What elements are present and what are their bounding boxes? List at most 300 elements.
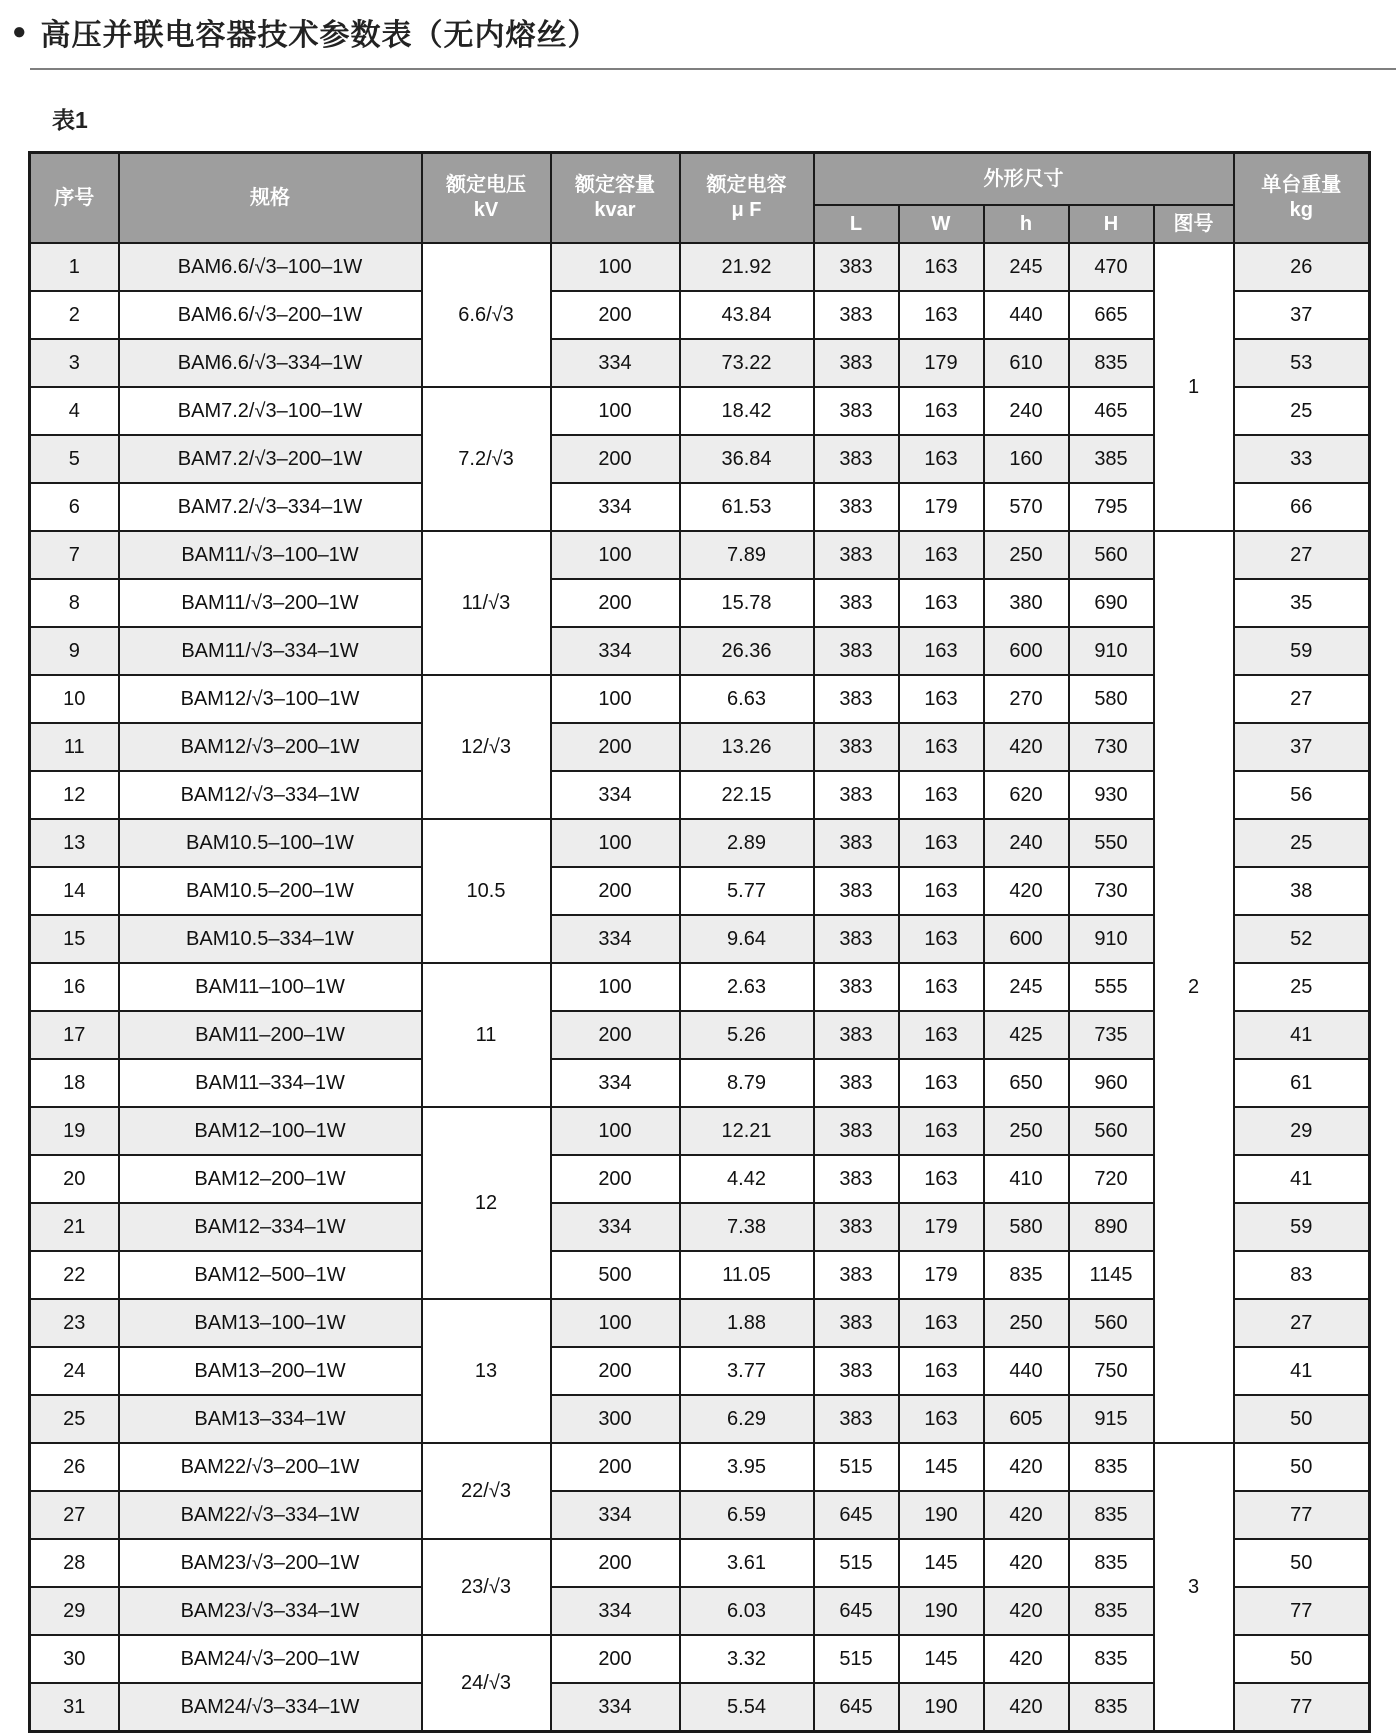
dim-w-cell: 145 xyxy=(899,1635,984,1683)
dim-w-cell: 163 xyxy=(899,963,984,1011)
capacitance-cell: 5.54 xyxy=(680,1683,814,1732)
weight-cell: 59 xyxy=(1234,1203,1370,1251)
col-header-dim-w: W xyxy=(899,205,984,243)
spec-cell: BAM7.2/√3–334–1W xyxy=(119,483,422,531)
capacitance-cell: 6.63 xyxy=(680,675,814,723)
dim-l-cell: 383 xyxy=(814,483,899,531)
capacitance-cell: 6.03 xyxy=(680,1587,814,1635)
serial-cell: 27 xyxy=(30,1491,119,1539)
dim-l-cell: 515 xyxy=(814,1635,899,1683)
dim-h-cell: 600 xyxy=(984,915,1069,963)
dim-w-cell: 163 xyxy=(899,1059,984,1107)
serial-cell: 28 xyxy=(30,1539,119,1587)
weight-cell: 35 xyxy=(1234,579,1370,627)
dim-h-cell: 250 xyxy=(984,531,1069,579)
voltage-group-cell: 23/√3 xyxy=(422,1539,551,1635)
capacity-cell: 334 xyxy=(551,1683,680,1732)
spec-cell: BAM12–500–1W xyxy=(119,1251,422,1299)
serial-cell: 24 xyxy=(30,1347,119,1395)
dim-h-cell: 420 xyxy=(984,1635,1069,1683)
spec-cell: BAM11/√3–100–1W xyxy=(119,531,422,579)
dim-w-cell: 163 xyxy=(899,531,984,579)
capacity-cell: 334 xyxy=(551,1587,680,1635)
serial-cell: 13 xyxy=(30,819,119,867)
dim-hh-cell: 960 xyxy=(1069,1059,1154,1107)
spec-cell: BAM24/√3–334–1W xyxy=(119,1683,422,1732)
serial-cell: 25 xyxy=(30,1395,119,1443)
capacity-cell: 300 xyxy=(551,1395,680,1443)
dim-hh-cell: 1145 xyxy=(1069,1251,1154,1299)
col-header-capacity-unit: kvar xyxy=(594,199,636,221)
col-header-capacitance-unit: μ F xyxy=(731,199,762,221)
weight-cell: 37 xyxy=(1234,723,1370,771)
capacitance-cell: 5.77 xyxy=(680,867,814,915)
capacitance-cell: 3.95 xyxy=(680,1443,814,1491)
serial-cell: 8 xyxy=(30,579,119,627)
dim-w-cell: 190 xyxy=(899,1587,984,1635)
capacitance-cell: 2.63 xyxy=(680,963,814,1011)
serial-cell: 30 xyxy=(30,1635,119,1683)
capacity-cell: 334 xyxy=(551,1491,680,1539)
dim-h-cell: 245 xyxy=(984,963,1069,1011)
dim-h-cell: 420 xyxy=(984,723,1069,771)
weight-cell: 37 xyxy=(1234,291,1370,339)
weight-cell: 27 xyxy=(1234,531,1370,579)
col-header-dim-l: L xyxy=(814,205,899,243)
dim-h-cell: 380 xyxy=(984,579,1069,627)
capacitor-parameter-table xyxy=(28,151,1371,1733)
dim-w-cell: 163 xyxy=(899,435,984,483)
dim-w-cell: 179 xyxy=(899,483,984,531)
spec-cell: BAM22/√3–334–1W xyxy=(119,1491,422,1539)
weight-cell: 83 xyxy=(1234,1251,1370,1299)
dim-l-cell: 383 xyxy=(814,1203,899,1251)
dim-h-cell: 245 xyxy=(984,243,1069,291)
dim-w-cell: 163 xyxy=(899,387,984,435)
dim-h-cell: 580 xyxy=(984,1203,1069,1251)
dim-w-cell: 179 xyxy=(899,339,984,387)
spec-cell: BAM23/√3–334–1W xyxy=(119,1587,422,1635)
capacity-cell: 100 xyxy=(551,531,680,579)
dim-l-cell: 383 xyxy=(814,243,899,291)
dim-hh-cell: 890 xyxy=(1069,1203,1154,1251)
dim-w-cell: 163 xyxy=(899,291,984,339)
weight-cell: 25 xyxy=(1234,819,1370,867)
capacity-cell: 334 xyxy=(551,627,680,675)
figure-group-cell: 2 xyxy=(1154,531,1234,1443)
dim-w-cell: 179 xyxy=(899,1251,984,1299)
voltage-group-cell: 10.5 xyxy=(422,819,551,963)
page-title: 高压并联电容器技术参数表（无内熔丝） xyxy=(40,19,599,52)
capacitance-cell: 6.29 xyxy=(680,1395,814,1443)
dim-l-cell: 383 xyxy=(814,915,899,963)
voltage-group-cell: 22/√3 xyxy=(422,1443,551,1539)
weight-cell: 25 xyxy=(1234,387,1370,435)
dim-h-cell: 835 xyxy=(984,1251,1069,1299)
table-label: 表1 xyxy=(52,107,88,133)
dim-l-cell: 383 xyxy=(814,531,899,579)
weight-cell: 41 xyxy=(1234,1011,1370,1059)
dim-hh-cell: 580 xyxy=(1069,675,1154,723)
spec-cell: BAM13–100–1W xyxy=(119,1299,422,1347)
dim-l-cell: 645 xyxy=(814,1587,899,1635)
dim-w-cell: 145 xyxy=(899,1443,984,1491)
spec-cell: BAM11–100–1W xyxy=(119,963,422,1011)
dim-h-cell: 620 xyxy=(984,771,1069,819)
dim-hh-cell: 835 xyxy=(1069,339,1154,387)
dim-w-cell: 163 xyxy=(899,915,984,963)
spec-cell: BAM13–334–1W xyxy=(119,1395,422,1443)
dim-w-cell: 163 xyxy=(899,243,984,291)
dim-w-cell: 145 xyxy=(899,1539,984,1587)
spec-cell: BAM22/√3–200–1W xyxy=(119,1443,422,1491)
spec-cell: BAM24/√3–200–1W xyxy=(119,1635,422,1683)
capacitance-cell: 21.92 xyxy=(680,243,814,291)
dim-l-cell: 383 xyxy=(814,1251,899,1299)
dim-hh-cell: 835 xyxy=(1069,1683,1154,1732)
capacity-cell: 200 xyxy=(551,1155,680,1203)
weight-cell: 50 xyxy=(1234,1539,1370,1587)
col-header-capacitance-label: 额定电容 xyxy=(706,174,787,196)
dim-h-cell: 160 xyxy=(984,435,1069,483)
weight-cell: 66 xyxy=(1234,483,1370,531)
voltage-group-cell: 7.2/√3 xyxy=(422,387,551,531)
capacitance-cell: 22.15 xyxy=(680,771,814,819)
dim-hh-cell: 750 xyxy=(1069,1347,1154,1395)
capacity-cell: 200 xyxy=(551,1635,680,1683)
spec-cell: BAM6.6/√3–334–1W xyxy=(119,339,422,387)
weight-cell: 25 xyxy=(1234,963,1370,1011)
dim-w-cell: 163 xyxy=(899,1155,984,1203)
serial-cell: 19 xyxy=(30,1107,119,1155)
weight-cell: 61 xyxy=(1234,1059,1370,1107)
table-row xyxy=(30,243,1370,291)
dim-hh-cell: 930 xyxy=(1069,771,1154,819)
spec-cell: BAM12/√3–200–1W xyxy=(119,723,422,771)
serial-cell: 15 xyxy=(30,915,119,963)
voltage-group-cell: 24/√3 xyxy=(422,1635,551,1732)
dim-h-cell: 440 xyxy=(984,1347,1069,1395)
serial-cell: 9 xyxy=(30,627,119,675)
dim-l-cell: 383 xyxy=(814,339,899,387)
dim-h-cell: 410 xyxy=(984,1155,1069,1203)
capacitance-cell: 73.22 xyxy=(680,339,814,387)
dim-l-cell: 383 xyxy=(814,1395,899,1443)
spec-cell: BAM12–200–1W xyxy=(119,1155,422,1203)
col-header-weight-label: 单台重量 xyxy=(1261,174,1342,196)
col-header-voltage-label: 额定电压 xyxy=(446,174,526,196)
dim-l-cell: 515 xyxy=(814,1539,899,1587)
weight-cell: 27 xyxy=(1234,675,1370,723)
dim-l-cell: 383 xyxy=(814,1155,899,1203)
title-divider xyxy=(30,68,1396,70)
dim-h-cell: 420 xyxy=(984,1683,1069,1732)
dim-hh-cell: 735 xyxy=(1069,1011,1154,1059)
dim-hh-cell: 690 xyxy=(1069,579,1154,627)
dim-w-cell: 163 xyxy=(899,771,984,819)
weight-cell: 50 xyxy=(1234,1395,1370,1443)
serial-cell: 31 xyxy=(30,1683,119,1732)
capacitance-cell: 26.36 xyxy=(680,627,814,675)
serial-cell: 4 xyxy=(30,387,119,435)
capacitance-cell: 3.61 xyxy=(680,1539,814,1587)
dim-hh-cell: 470 xyxy=(1069,243,1154,291)
capacity-cell: 100 xyxy=(551,387,680,435)
dim-hh-cell: 730 xyxy=(1069,723,1154,771)
spec-cell: BAM23/√3–200–1W xyxy=(119,1539,422,1587)
dim-l-cell: 383 xyxy=(814,1299,899,1347)
dim-l-cell: 383 xyxy=(814,771,899,819)
capacitance-cell: 3.32 xyxy=(680,1635,814,1683)
dim-hh-cell: 835 xyxy=(1069,1539,1154,1587)
dim-hh-cell: 550 xyxy=(1069,819,1154,867)
spec-cell: BAM12/√3–100–1W xyxy=(119,675,422,723)
dim-h-cell: 240 xyxy=(984,387,1069,435)
voltage-group-cell: 12/√3 xyxy=(422,675,551,819)
col-header-dim-h-small: h xyxy=(984,205,1069,243)
dim-l-cell: 383 xyxy=(814,1011,899,1059)
dim-h-cell: 440 xyxy=(984,291,1069,339)
spec-cell: BAM13–200–1W xyxy=(119,1347,422,1395)
dim-w-cell: 190 xyxy=(899,1683,984,1732)
serial-cell: 1 xyxy=(30,243,119,291)
capacity-cell: 334 xyxy=(551,1059,680,1107)
serial-cell: 18 xyxy=(30,1059,119,1107)
voltage-group-cell: 6.6/√3 xyxy=(422,243,551,387)
capacitance-cell: 6.59 xyxy=(680,1491,814,1539)
spec-cell: BAM10.5–334–1W xyxy=(119,915,422,963)
capacity-cell: 200 xyxy=(551,291,680,339)
voltage-group-cell: 11/√3 xyxy=(422,531,551,675)
dim-w-cell: 163 xyxy=(899,1011,984,1059)
capacity-cell: 100 xyxy=(551,963,680,1011)
dim-w-cell: 163 xyxy=(899,627,984,675)
serial-cell: 6 xyxy=(30,483,119,531)
capacity-cell: 100 xyxy=(551,243,680,291)
capacity-cell: 334 xyxy=(551,1203,680,1251)
capacitance-cell: 2.89 xyxy=(680,819,814,867)
page-header xyxy=(0,0,1396,54)
serial-cell: 17 xyxy=(30,1011,119,1059)
weight-cell: 56 xyxy=(1234,771,1370,819)
dim-w-cell: 163 xyxy=(899,723,984,771)
dim-h-cell: 650 xyxy=(984,1059,1069,1107)
capacitance-cell: 4.42 xyxy=(680,1155,814,1203)
dim-l-cell: 383 xyxy=(814,963,899,1011)
capacity-cell: 100 xyxy=(551,675,680,723)
col-header-voltage-unit: kV xyxy=(473,199,499,221)
weight-cell: 50 xyxy=(1234,1635,1370,1683)
dim-l-cell: 645 xyxy=(814,1491,899,1539)
spec-cell: BAM6.6/√3–200–1W xyxy=(119,291,422,339)
serial-cell: 12 xyxy=(30,771,119,819)
capacitance-cell: 7.38 xyxy=(680,1203,814,1251)
capacity-cell: 334 xyxy=(551,771,680,819)
dim-w-cell: 190 xyxy=(899,1491,984,1539)
weight-cell: 77 xyxy=(1234,1683,1370,1732)
serial-cell: 2 xyxy=(30,291,119,339)
dim-l-cell: 383 xyxy=(814,579,899,627)
capacitance-cell: 11.05 xyxy=(680,1251,814,1299)
voltage-group-cell: 13 xyxy=(422,1299,551,1443)
capacitance-cell: 5.26 xyxy=(680,1011,814,1059)
dim-w-cell: 163 xyxy=(899,819,984,867)
serial-cell: 11 xyxy=(30,723,119,771)
dim-w-cell: 163 xyxy=(899,579,984,627)
dim-l-cell: 383 xyxy=(814,819,899,867)
dim-w-cell: 163 xyxy=(899,1347,984,1395)
col-header-capacitance xyxy=(680,153,814,244)
dim-l-cell: 383 xyxy=(814,435,899,483)
serial-cell: 21 xyxy=(30,1203,119,1251)
dim-h-cell: 420 xyxy=(984,1491,1069,1539)
capacity-cell: 200 xyxy=(551,867,680,915)
voltage-group-cell: 11 xyxy=(422,963,551,1107)
dim-h-cell: 250 xyxy=(984,1107,1069,1155)
dim-h-cell: 250 xyxy=(984,1299,1069,1347)
table-header xyxy=(30,153,1370,244)
spec-cell: BAM12–100–1W xyxy=(119,1107,422,1155)
capacity-cell: 200 xyxy=(551,579,680,627)
col-header-figure: 图号 xyxy=(1154,205,1234,243)
capacitance-cell: 8.79 xyxy=(680,1059,814,1107)
dim-l-cell: 383 xyxy=(814,627,899,675)
capacitance-cell: 61.53 xyxy=(680,483,814,531)
dim-h-cell: 240 xyxy=(984,819,1069,867)
col-header-voltage xyxy=(422,153,551,244)
dim-hh-cell: 835 xyxy=(1069,1635,1154,1683)
dim-w-cell: 163 xyxy=(899,1107,984,1155)
dim-w-cell: 163 xyxy=(899,1299,984,1347)
dim-w-cell: 163 xyxy=(899,675,984,723)
serial-cell: 26 xyxy=(30,1443,119,1491)
capacity-cell: 100 xyxy=(551,1107,680,1155)
weight-cell: 33 xyxy=(1234,435,1370,483)
col-header-weight xyxy=(1234,153,1370,244)
weight-cell: 26 xyxy=(1234,243,1370,291)
dim-hh-cell: 465 xyxy=(1069,387,1154,435)
dim-hh-cell: 795 xyxy=(1069,483,1154,531)
dim-hh-cell: 835 xyxy=(1069,1587,1154,1635)
header-row-top xyxy=(30,153,1370,206)
figure-group-cell: 3 xyxy=(1154,1443,1234,1732)
dim-w-cell: 163 xyxy=(899,1395,984,1443)
weight-cell: 77 xyxy=(1234,1587,1370,1635)
dim-hh-cell: 560 xyxy=(1069,1299,1154,1347)
capacitance-cell: 1.88 xyxy=(680,1299,814,1347)
dim-hh-cell: 915 xyxy=(1069,1395,1154,1443)
dim-w-cell: 163 xyxy=(899,867,984,915)
weight-cell: 77 xyxy=(1234,1491,1370,1539)
serial-cell: 5 xyxy=(30,435,119,483)
serial-cell: 10 xyxy=(30,675,119,723)
col-header-dim-h-big: H xyxy=(1069,205,1154,243)
col-header-capacity-label: 额定容量 xyxy=(575,174,655,196)
dim-hh-cell: 835 xyxy=(1069,1443,1154,1491)
dim-h-cell: 570 xyxy=(984,483,1069,531)
dim-hh-cell: 720 xyxy=(1069,1155,1154,1203)
weight-cell: 38 xyxy=(1234,867,1370,915)
weight-cell: 27 xyxy=(1234,1299,1370,1347)
serial-cell: 7 xyxy=(30,531,119,579)
serial-cell: 22 xyxy=(30,1251,119,1299)
spec-cell: BAM11–200–1W xyxy=(119,1011,422,1059)
spec-cell: BAM12/√3–334–1W xyxy=(119,771,422,819)
spec-cell: BAM12–334–1W xyxy=(119,1203,422,1251)
capacity-cell: 100 xyxy=(551,1299,680,1347)
dim-h-cell: 270 xyxy=(984,675,1069,723)
dim-hh-cell: 835 xyxy=(1069,1491,1154,1539)
dim-l-cell: 383 xyxy=(814,867,899,915)
serial-cell: 14 xyxy=(30,867,119,915)
dim-l-cell: 383 xyxy=(814,1347,899,1395)
dim-hh-cell: 910 xyxy=(1069,627,1154,675)
weight-cell: 50 xyxy=(1234,1443,1370,1491)
dim-l-cell: 383 xyxy=(814,675,899,723)
spec-cell: BAM11–334–1W xyxy=(119,1059,422,1107)
capacity-cell: 200 xyxy=(551,723,680,771)
capacitance-cell: 3.77 xyxy=(680,1347,814,1395)
dim-h-cell: 420 xyxy=(984,867,1069,915)
weight-cell: 52 xyxy=(1234,915,1370,963)
bullet-icon: ● xyxy=(12,18,27,45)
capacitance-cell: 43.84 xyxy=(680,291,814,339)
dim-l-cell: 645 xyxy=(814,1683,899,1732)
capacity-cell: 334 xyxy=(551,915,680,963)
dim-l-cell: 383 xyxy=(814,1107,899,1155)
weight-cell: 41 xyxy=(1234,1347,1370,1395)
capacitance-cell: 36.84 xyxy=(680,435,814,483)
dim-h-cell: 420 xyxy=(984,1443,1069,1491)
capacity-cell: 200 xyxy=(551,1011,680,1059)
dim-hh-cell: 665 xyxy=(1069,291,1154,339)
spec-cell: BAM11/√3–334–1W xyxy=(119,627,422,675)
dim-w-cell: 179 xyxy=(899,1203,984,1251)
capacity-cell: 334 xyxy=(551,483,680,531)
dim-l-cell: 383 xyxy=(814,723,899,771)
col-header-weight-unit: kg xyxy=(1289,199,1313,221)
serial-cell: 3 xyxy=(30,339,119,387)
dim-h-cell: 610 xyxy=(984,339,1069,387)
table-row xyxy=(30,1443,1370,1491)
weight-cell: 29 xyxy=(1234,1107,1370,1155)
col-header-serial: 序号 xyxy=(30,153,119,244)
dim-hh-cell: 910 xyxy=(1069,915,1154,963)
spec-cell: BAM7.2/√3–200–1W xyxy=(119,435,422,483)
capacitance-cell: 12.21 xyxy=(680,1107,814,1155)
weight-cell: 53 xyxy=(1234,339,1370,387)
serial-cell: 23 xyxy=(30,1299,119,1347)
dim-hh-cell: 560 xyxy=(1069,531,1154,579)
table-body xyxy=(30,243,1370,1732)
capacity-cell: 100 xyxy=(551,819,680,867)
capacitance-cell: 13.26 xyxy=(680,723,814,771)
spec-cell: BAM10.5–100–1W xyxy=(119,819,422,867)
serial-cell: 16 xyxy=(30,963,119,1011)
capacitance-cell: 15.78 xyxy=(680,579,814,627)
dim-h-cell: 600 xyxy=(984,627,1069,675)
voltage-group-cell: 12 xyxy=(422,1107,551,1299)
dim-h-cell: 420 xyxy=(984,1539,1069,1587)
table-row xyxy=(30,531,1370,579)
dim-l-cell: 383 xyxy=(814,387,899,435)
capacity-cell: 200 xyxy=(551,1443,680,1491)
spec-cell: BAM7.2/√3–100–1W xyxy=(119,387,422,435)
dim-l-cell: 383 xyxy=(814,291,899,339)
col-header-capacity xyxy=(551,153,680,244)
spec-cell: BAM11/√3–200–1W xyxy=(119,579,422,627)
figure-group-cell: 1 xyxy=(1154,243,1234,531)
